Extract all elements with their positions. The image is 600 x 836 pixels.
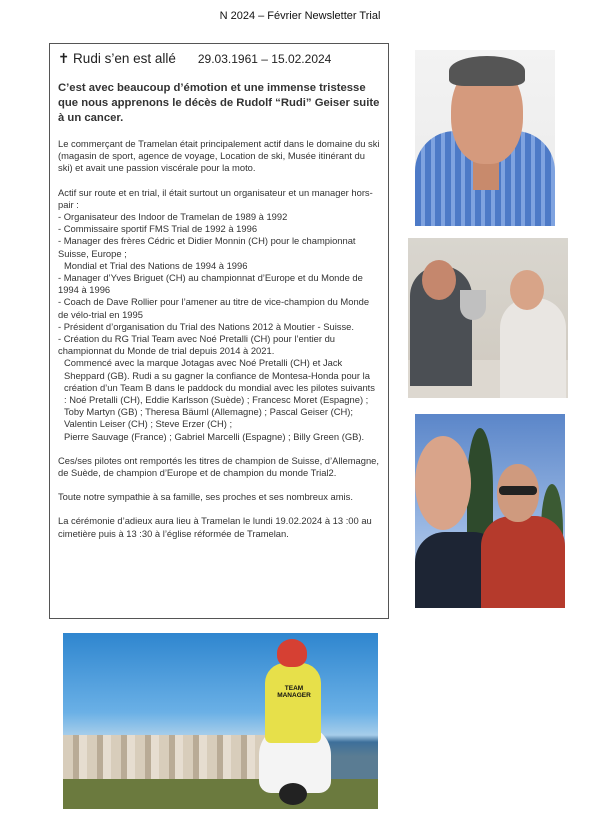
ceremony-paragraph: La cérémonie d’adieux aura lieu à Tramelan le lundi 19.02.2024 à 13 :00 au cimetière puis à 13 :30 à l’église réformée de Tramelan. [58,515,372,539]
list-item: Mondial et Trial des Nations de 1994 à 1996 [64,259,248,271]
title-row [58,51,380,67]
ground-shape [63,779,378,809]
sympathy-paragraph: Toute notre sympathie à sa famille, ses proches et ses nombreux amis. [58,491,353,503]
list-item: - Organisateur des Indoor de Tramelan de 1989 à 1992 [58,211,288,223]
scooter-photo [63,633,378,809]
selfie-photo [415,414,565,608]
jacket-right-shape [481,516,565,608]
obituary-article [49,43,389,619]
hair-shape [449,56,525,86]
list-item: - Coach de Dave Rollier pour l’amener au titre de vice-champion du Monde de vélo-trial en 1995 [58,296,370,320]
person-right-shape [500,298,566,398]
list-item: - Président d’organisation du Trial des Nations 2012 à Moutier - Suisse. [58,320,354,332]
article-title: ✝ Rudi s’en est allé [58,51,176,66]
list-item: Commencé avec la marque Jotagas avec Noé Pretalli (CH) et Jack Sheppard (GB). Rudi a su gagner la confiance de Montesa-Honda pour la création d’un Team B dans le paddock du mondial avec les pilotes suivants : Noé Pretalli (CH), Eddie Karlsson (Suède) ; Francesc Moret (Espagne) ; Toby Martyn (GB) ; Theresa Bäuml (Allemagne) ; Pascal Geiser (CH); Valentin Leiser (CH) ; Steve Erzer (CH) ; [64,357,375,430]
sunglasses-shape [499,486,537,495]
list-item: - Création du RG Trial Team avec Noé Pretalli (CH) pour l’entier du championnat du Monde de trial depuis 2014 à 2021. [58,333,336,357]
list-item: - Manager des frères Cédric et Didier Monnin (CH) pour le championnat Suisse, Europe ; [58,235,356,259]
helmet-shape [277,639,307,667]
person-right-face [510,270,544,310]
career-list [58,211,380,443]
trophy-cup-shape [460,290,486,320]
career-intro: Actif sur route et en trial, il était surtout un organisateur et un manager hors-pair : [58,186,373,210]
portrait-photo [415,50,555,226]
life-dates: 29.03.1961 – 15.02.2024 [197,52,332,66]
vest-label: TEAM MANAGER [277,685,311,699]
list-item: Pierre Sauvage (France) ; Gabriel Marcelli (Espagne) ; Billy Green (GB). [64,430,365,442]
person-left-face [422,260,456,300]
list-item: - Manager d’Yves Briguet (CH) au championnat d’Europe et du Monde de 1994 à 1996 [58,272,363,296]
wheel-shape [279,783,307,805]
head-left-shape [415,436,471,530]
neck-shape [473,160,499,190]
intro-paragraph: Le commerçant de Tramelan était principalement actif dans le domaine du ski (magasin de sport, agence de voyage, Location de ski, Musée itinérant du ski) et avait une passion viscérale pour la moto. [58,138,380,174]
rider-shape [265,663,321,743]
lead-paragraph: C’est avec beaucoup d’émotion et une immense tristesse que nous apprenons le décès de Rudolf “Rudi” Geiser suite à un cancer. [58,82,380,124]
trophy-photo [408,238,568,398]
titles-paragraph: Ces/ses pilotes ont remportés les titres de champion de Suisse, d’Allemagne, de Suède, de champion d’Europe et de champion du monde Trial2. [58,454,379,479]
newsletter-header: N 2024 – Février Newsletter Trial [219,10,381,22]
list-item: - Commissaire sportif FMS Trial de 1992 à 1996 [58,223,258,235]
